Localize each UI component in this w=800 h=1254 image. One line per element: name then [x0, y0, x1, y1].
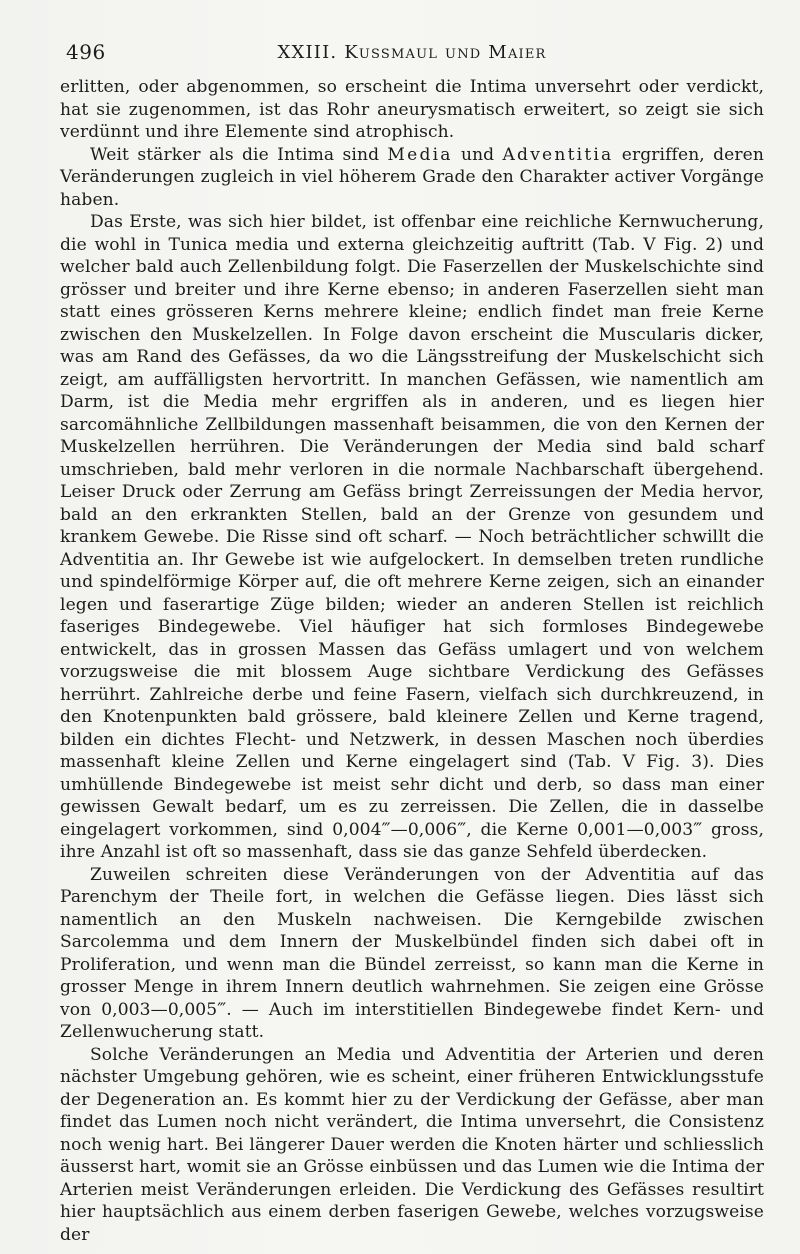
body-text: [60, 76, 764, 1246]
paragraph-1: erlitten, oder abgenommen, so erscheint die Intima unversehrt oder verdickt, hat sie zugenommen, ist das Rohr aneurysmatisch erweitert, so zeigt sie sich verdünnt und ihre Elemente sind atrophisch.: [60, 77, 764, 142]
paragraph-5: Solche Veränderungen an Media und Adventitia der Arterien und deren nächster Umgebung gehören, wie es scheint, einer früheren Entwicklungsstufe der Degeneration an. Es kommt hier zu der Verdickung der Gefässe, aber man findet das Lumen noch nicht verändert, die Intima unversehrt, die Consistenz noch wenig hart. Bei längerer Dauer werden die Knoten härter und schliesslich äusserst hart, womit sie an Grösse einbüssen und das Lumen wie die Intima der Arterien meist Veränderungen erleiden. Die Verdickung des Gefässes resultirt hier hauptsächlich aus einem derben faserigen Gewebe, welches vorzugsweise der: [60, 1044, 764, 1245]
paragraph-3: Das Erste, was sich hier bildet, ist offenbar eine reichliche Kernwucherung, die wohl in Tunica media und externa gleichzeitig auftritt (Tab. V Fig. 2) und welcher bald auch Zellenbildung folgt. Die Faserzellen der Muskelschichte sind grösser und breiter und ihre Kerne ebenso; in anderen Faserzellen sieht man statt eines grösseren Kerns mehrere kleine; endlich findet man freie Kerne zwischen den Muskelzellen. In Folge davon erscheint die Muscularis dicker, was am Rand des Gefässes, da wo die Längsstreifung der Muskelschicht sich zeigt, am auffälligsten hervortritt. In manchen Gefässen, wie namentlich am Darm, ist die Media mehr ergriffen als in anderen, und es liegen hier sarcomähnliche Zellbildungen massenhaft beisammen, die von den Kernen der Muskelzellen herrühren. Die Veränderungen der Media sind bald scharf umschrieben, bald mehr verloren in die normale Nachbarschaft übergehend. Leiser Druck oder Zerrung am Gefäss bringt Zerreissungen der Media hervor, bald an den erkrankten Stellen, bald an der Grenze von gesundem und krankem Gewebe. Die Risse sind oft scharf. — Noch beträchtlicher schwillt die Adventitia an. Ihr Gewebe ist wie aufgelockert. In demselben treten rundliche und spindelförmige Körper auf, die oft mehrere Kerne zeigen, sich an einander legen und faserartige Züge bilden; wieder an anderen Stellen ist reichlich faseriges Bindegewebe. Viel häufiger hat sich formloses Bindegewebe entwickelt, das in grossen Massen das Gefäss umlagert und von welchem vorzugsweise die mit blossem Auge sichtbare Verdickung des Gefässes herrührt. Zahlreiche derbe und feine Fasern, vielfach sich durchkreuzend, in den Knotenpunkten bald grössere, bald kleinere Zellen und Kerne tragend, bilden ein dichtes Flecht- und Netzwerk, in dessen Maschen noch überdies massenhaft kleine Zellen und Kerne eingelagert sind (Tab. V Fig. 3). Dies umhüllende Bindegewebe ist meist sehr dicht und derb, so dass man einer gewissen Gewalt bedarf, um es zu zerreissen. Die Zellen, die in dasselbe eingelagert vorkommen, sind 0,004‴—0,006‴, die Kerne 0,001—0,003‴ gross, ihre Anzahl ist oft so massenhaft, dass sie das ganze Sehfeld überdecken.: [60, 212, 764, 862]
page-header: [60, 34, 764, 76]
paragraph-2-text-mid: und: [452, 144, 503, 165]
paragraph-2-text-after: ergriffen, deren Veränderungen zugleich in viel höherem Grade den Charakter activer Vorgänge haben.: [60, 144, 764, 210]
paragraph-2: [60, 144, 764, 212]
running-title: XXIII. Kussmaul und Maier: [277, 42, 547, 63]
page-number: 496: [66, 40, 106, 64]
paragraph-4: Zuweilen schreiten diese Veränderungen von der Adventitia auf das Parenchym der Theile fort, in welchen die Gefässe liegen. Dies lässt sich namentlich an den Muskeln nachweisen. Die Kerngebilde zwischen Sarcolemma und dem Innern der Muskelbündel finden sich dabei oft in Proliferation, und wenn man die Bündel zerreisst, so kann man die Kerne in grosser Menge in ihrem Innern deutlich wahrnehmen. Sie zeigen eine Grösse von 0,003—0,005‴. — Auch im interstitiellen Bindegewebe findet Kern- und Zellenwucherung statt.: [60, 864, 764, 1042]
paragraph-2-text-before: Weit stärker als die Intima sind: [90, 144, 388, 165]
emphasis-media: Media: [387, 144, 453, 165]
emphasis-adventitia: Adventitia: [502, 144, 614, 165]
